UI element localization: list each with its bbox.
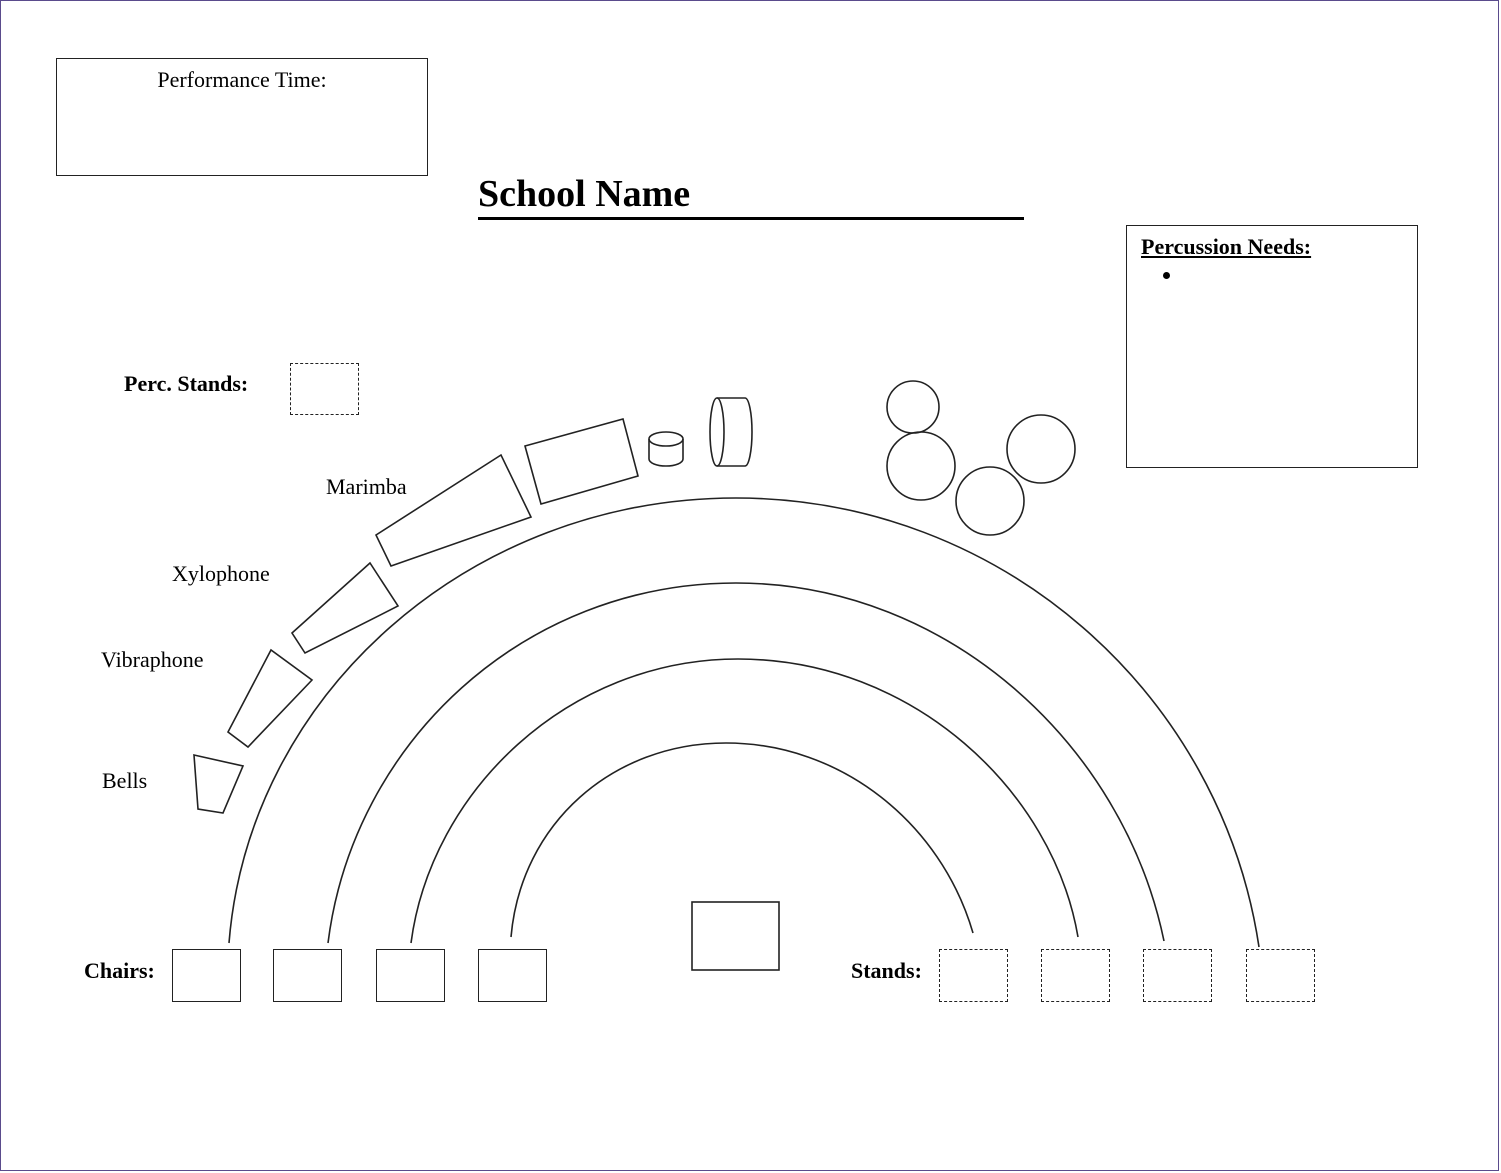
seating-arc-inner (511, 743, 973, 937)
chair-box-2 (273, 949, 342, 1002)
stand-box-3 (1143, 949, 1212, 1002)
vibraphone-label: Vibraphone (101, 647, 204, 672)
timpani-drum-3 (956, 467, 1024, 535)
chair-box-1 (172, 949, 241, 1002)
marimba-label: Marimba (326, 474, 407, 499)
timpani-drum-2 (887, 432, 955, 500)
timpani-drum-1 (887, 381, 939, 433)
stand-box-1 (939, 949, 1008, 1002)
stands-label: Stands: (851, 958, 922, 983)
chairs-label: Chairs: (84, 958, 155, 983)
performance-time-label: Performance Time: (157, 67, 327, 92)
school-name-title: School Name (478, 171, 1024, 220)
bass-drum-shape (710, 398, 752, 466)
bells-label: Bells (102, 768, 148, 793)
snare-drum-shape (649, 432, 683, 466)
percussion-stand-box (290, 363, 359, 415)
seating-arc-second (411, 659, 1078, 943)
chimes-shape (525, 419, 638, 504)
perc-stands-label: Perc. Stands: (124, 371, 249, 396)
stand-box-2 (1041, 949, 1110, 1002)
bells-shape (194, 755, 243, 813)
chair-box-4 (478, 949, 547, 1002)
seating-arc-outer (229, 498, 1259, 947)
stand-box-4 (1246, 949, 1315, 1002)
chair-box-3 (376, 949, 445, 1002)
xylophone-label: Xylophone (172, 561, 270, 586)
seating-arc-third (328, 583, 1164, 943)
xylophone-shape (292, 563, 398, 653)
conductor-podium (692, 902, 779, 970)
timpani-drum-4 (1007, 415, 1075, 483)
percussion-needs-title: Percussion Needs: (1141, 234, 1312, 259)
